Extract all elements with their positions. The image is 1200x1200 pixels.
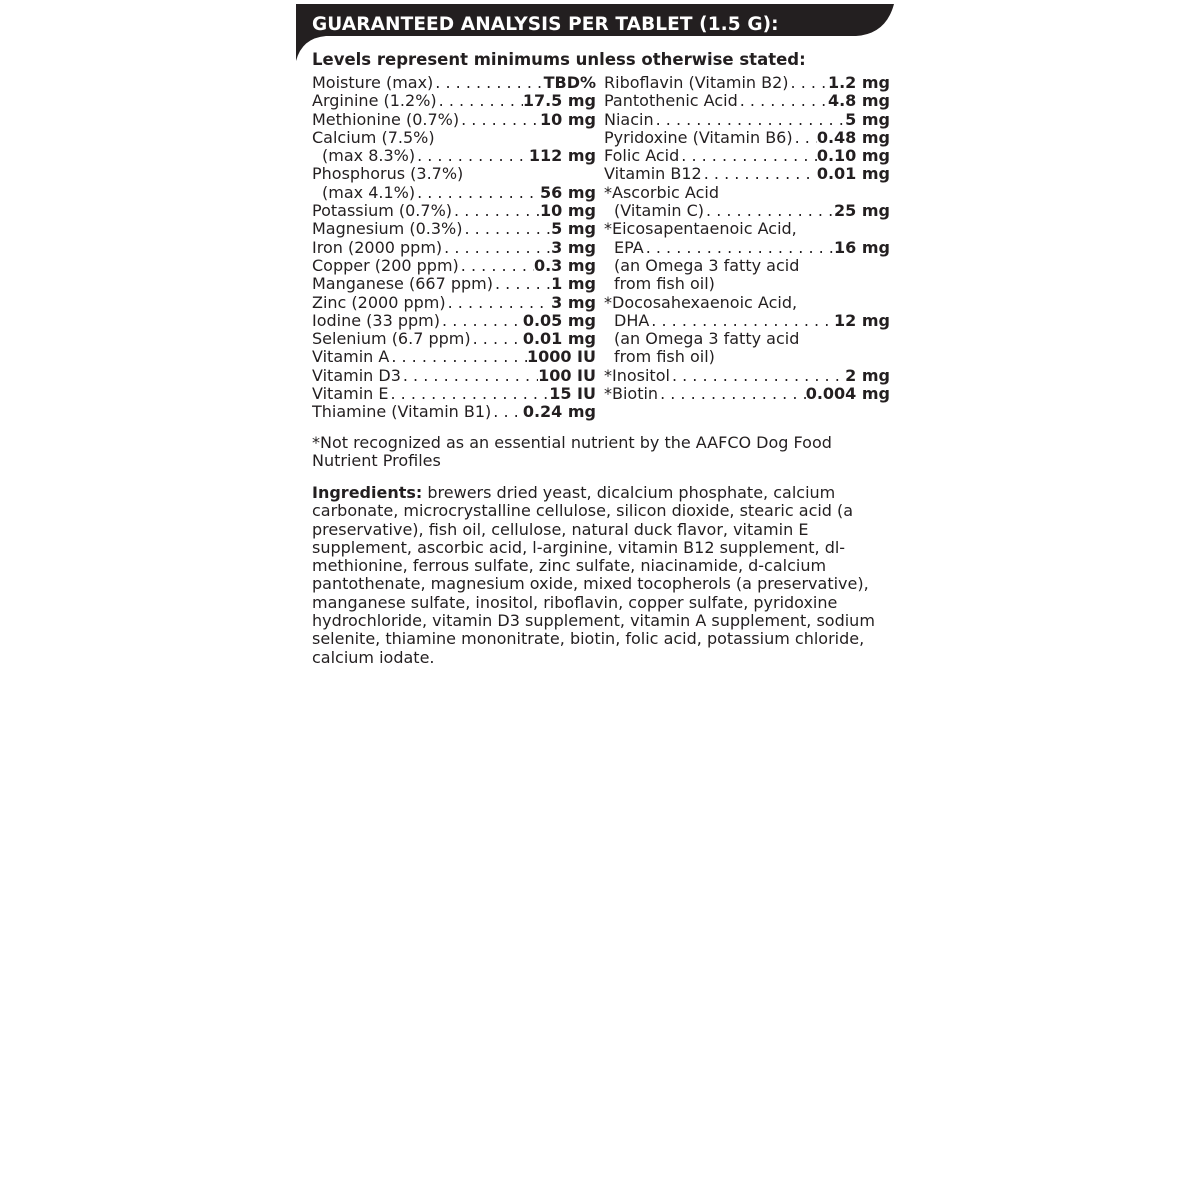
- nutrient-row: [312, 275, 596, 293]
- dot-leader: [389, 348, 527, 366]
- nutrient-row: [312, 147, 596, 165]
- nutrient-amount: 4.8 mg: [827, 92, 890, 111]
- dot-leader: [654, 111, 846, 129]
- dot-leader: [388, 385, 549, 403]
- nutrient-row: [312, 92, 596, 110]
- dot-leader: [446, 294, 552, 312]
- nutrient-amount: 0.48 mg: [816, 128, 890, 147]
- nutrient-row: [604, 202, 890, 220]
- nutrient-name: (max 8.3%): [322, 147, 416, 166]
- dot-leader: [437, 92, 523, 110]
- nutrient-amount: 100 IU: [538, 366, 596, 385]
- nutrient-name: Vitamin A: [312, 348, 390, 367]
- dot-leader: [493, 275, 551, 293]
- nutrient-amount: 0.01 mg: [816, 165, 890, 184]
- nutrient-amount: 1000 IU: [526, 348, 596, 367]
- dot-leader: [471, 330, 523, 348]
- nutrient-row: [312, 129, 596, 147]
- nutrient-name: *Inositol: [604, 366, 670, 385]
- dot-leader: [462, 220, 551, 238]
- analysis-subtitle: Levels represent minimums unless otherwise stated:: [312, 50, 806, 69]
- dot-leader: [793, 129, 817, 147]
- nutrient-row: [312, 330, 596, 348]
- dot-leader: [702, 165, 817, 183]
- nutrient-row: [604, 147, 890, 165]
- nutrient-name: (an Omega 3 fatty acid: [614, 256, 800, 275]
- nutrient-name: Selenium (6.7 ppm): [312, 330, 471, 349]
- nutrient-row: [312, 403, 596, 421]
- nutrient-name: Pyridoxine (Vitamin B6): [604, 128, 793, 147]
- dot-leader: [459, 111, 540, 129]
- nutrient-name: DHA: [614, 311, 650, 330]
- analysis-title: GUARANTEED ANALYSIS PER TABLET (1.5 G):: [312, 14, 779, 35]
- nutrient-name: Iron (2000 ppm): [312, 238, 443, 257]
- dot-leader: [440, 312, 523, 330]
- nutrient-name: (max 4.1%): [322, 183, 416, 202]
- nutrient-row: [312, 239, 596, 257]
- nutrient-amount: 25 mg: [834, 202, 890, 221]
- nutrient-name: *Ascorbic Acid: [604, 183, 719, 202]
- nutrient-name: Vitamin B12: [604, 165, 702, 184]
- nutrient-row: [604, 294, 890, 312]
- nutrient-row: [604, 257, 890, 275]
- nutrient-row: [312, 220, 596, 238]
- dot-leader: [459, 257, 534, 275]
- nutrient-row: [604, 129, 890, 147]
- nutrient-row: [604, 275, 890, 293]
- dot-leader: [670, 367, 845, 385]
- nutrient-row: [312, 74, 596, 92]
- dot-leader: [644, 239, 834, 257]
- ingredients-list: [312, 484, 912, 667]
- ingredients-text: brewers dried yeast, dicalcium phosphate, calcium carbonate, microcrystalline cellulose, silicon dioxide, stearic acid (a preservative), fish oil, cellulose, natural duck flavor, vitamin E supplement, ascorbic acid, l-arginine, vitamin B12 supplement, dl-methionine, ferrous sulfate, zinc sulfate, niacinamide, d-calcium pantothenate, magnesium oxide, mixed tocopherols (a preservative), manganese sulfate, inositol, riboflavin, copper sulfate, pyridoxine hydrochloride, vitamin D3 supplement, vitamin A supplement, sodium selenite, thiamine mononitrate, biotin, folic acid, potassium chloride, calcium iodate.: [312, 483, 875, 667]
- nutrient-row: [604, 348, 890, 366]
- nutrient-name: Vitamin D3: [312, 366, 401, 385]
- nutrient-row: [604, 111, 890, 129]
- dot-leader: [433, 74, 543, 92]
- dot-leader: [452, 202, 540, 220]
- nutrient-amount: 10 mg: [540, 110, 596, 129]
- nutrient-name: Zinc (2000 ppm): [312, 293, 446, 312]
- nutrient-name: Niacin: [604, 110, 654, 129]
- nutrient-row: [312, 111, 596, 129]
- dot-leader: [679, 147, 817, 165]
- nutrient-amount: 1 mg: [551, 275, 596, 294]
- nutrient-row: [312, 385, 596, 403]
- nutrient-row: [312, 294, 596, 312]
- nutrient-row: [312, 202, 596, 220]
- nutrient-name: Thiamine (Vitamin B1): [312, 403, 492, 422]
- nutrient-name: *Eicosapentaenoic Acid,: [604, 220, 797, 239]
- nutrient-name: Methionine (0.7%): [312, 110, 460, 129]
- nutrient-row: [604, 385, 890, 403]
- nutrient-amount: 5 mg: [551, 220, 596, 239]
- nutrient-amount: 0.004 mg: [805, 385, 890, 404]
- nutrient-amount: 0.05 mg: [522, 311, 596, 330]
- nutrient-name: Pantothenic Acid: [604, 92, 738, 111]
- nutrient-row: [312, 348, 596, 366]
- aafco-footnote: *Not recognized as an essential nutrient by the AAFCO Dog Food Nutrient Profiles: [312, 433, 832, 471]
- nutrient-amount: 15 IU: [549, 385, 596, 404]
- nutrient-name: Manganese (667 ppm): [312, 275, 493, 294]
- nutrient-row: [604, 220, 890, 238]
- dot-leader: [401, 367, 538, 385]
- nutrient-name: (Vitamin C): [614, 202, 705, 221]
- nutrient-name: Iodine (33 ppm): [312, 311, 441, 330]
- dot-leader: [658, 385, 806, 403]
- nutrient-name: *Biotin: [604, 385, 659, 404]
- nutrient-column-left: [312, 74, 596, 422]
- nutrient-amount: 2 mg: [845, 366, 890, 385]
- nutrient-amount: 10 mg: [540, 202, 596, 221]
- nutrient-row: [604, 165, 890, 183]
- dot-leader: [415, 184, 540, 202]
- dot-leader: [415, 147, 529, 165]
- nutrient-row: [312, 184, 596, 202]
- nutrient-amount: 17.5 mg: [522, 92, 596, 111]
- nutrient-name: Calcium (7.5%): [312, 128, 435, 147]
- guaranteed-analysis-panel: [296, 4, 908, 667]
- nutrient-amount: 5 mg: [845, 110, 890, 129]
- nutrient-amount: 12 mg: [834, 311, 890, 330]
- nutrient-row: [312, 367, 596, 385]
- nutrient-amount: 0.24 mg: [522, 403, 596, 422]
- nutrient-name: Riboflavin (Vitamin B2): [604, 74, 789, 92]
- nutrient-amount: 3 mg: [551, 293, 596, 312]
- dot-leader: [649, 312, 834, 330]
- nutrient-row: [604, 312, 890, 330]
- dot-leader: [491, 403, 523, 421]
- nutrient-amount: 0.10 mg: [816, 147, 890, 166]
- nutrient-amount: 1.2 mg: [827, 74, 890, 92]
- nutrient-name: Folic Acid: [604, 147, 680, 166]
- nutrient-name: Vitamin E: [312, 385, 389, 404]
- nutrient-amount: 56 mg: [540, 183, 596, 202]
- nutrient-name: Magnesium (0.3%): [312, 220, 463, 239]
- nutrient-amount: TBD%: [543, 74, 596, 92]
- dot-leader: [738, 92, 828, 110]
- nutrient-name: from fish oil): [614, 275, 715, 294]
- nutrient-name: (an Omega 3 fatty acid: [614, 330, 800, 349]
- dot-leader: [442, 239, 551, 257]
- nutrient-row: [604, 92, 890, 110]
- nutrient-name: Moisture (max): [312, 74, 434, 92]
- nutrient-name: Phosphorus (3.7%): [312, 165, 464, 184]
- nutrient-row: [604, 184, 890, 202]
- ingredients-label: Ingredients:: [312, 483, 423, 502]
- nutrient-name: Potassium (0.7%): [312, 202, 453, 221]
- nutrient-column-right: [604, 74, 890, 403]
- nutrient-name: EPA: [614, 238, 644, 257]
- nutrient-row: [312, 165, 596, 183]
- nutrient-amount: 3 mg: [551, 238, 596, 257]
- nutrient-name: Copper (200 ppm): [312, 256, 459, 275]
- nutrient-name: from fish oil): [614, 348, 715, 367]
- nutrient-amount: 0.01 mg: [522, 330, 596, 349]
- nutrient-amount: 0.3 mg: [533, 256, 596, 275]
- nutrient-amount: 16 mg: [834, 238, 890, 257]
- dot-leader: [704, 202, 834, 220]
- nutrient-row: [604, 367, 890, 385]
- dot-leader: [789, 74, 828, 92]
- nutrient-row: [604, 74, 890, 92]
- nutrient-row: [312, 312, 596, 330]
- nutrient-row: [604, 239, 890, 257]
- nutrient-row: [312, 257, 596, 275]
- nutrient-row: [604, 330, 890, 348]
- nutrient-name: Arginine (1.2%): [312, 92, 437, 111]
- nutrient-amount: 112 mg: [528, 147, 596, 166]
- nutrient-name: *Docosahexaenoic Acid,: [604, 293, 798, 312]
